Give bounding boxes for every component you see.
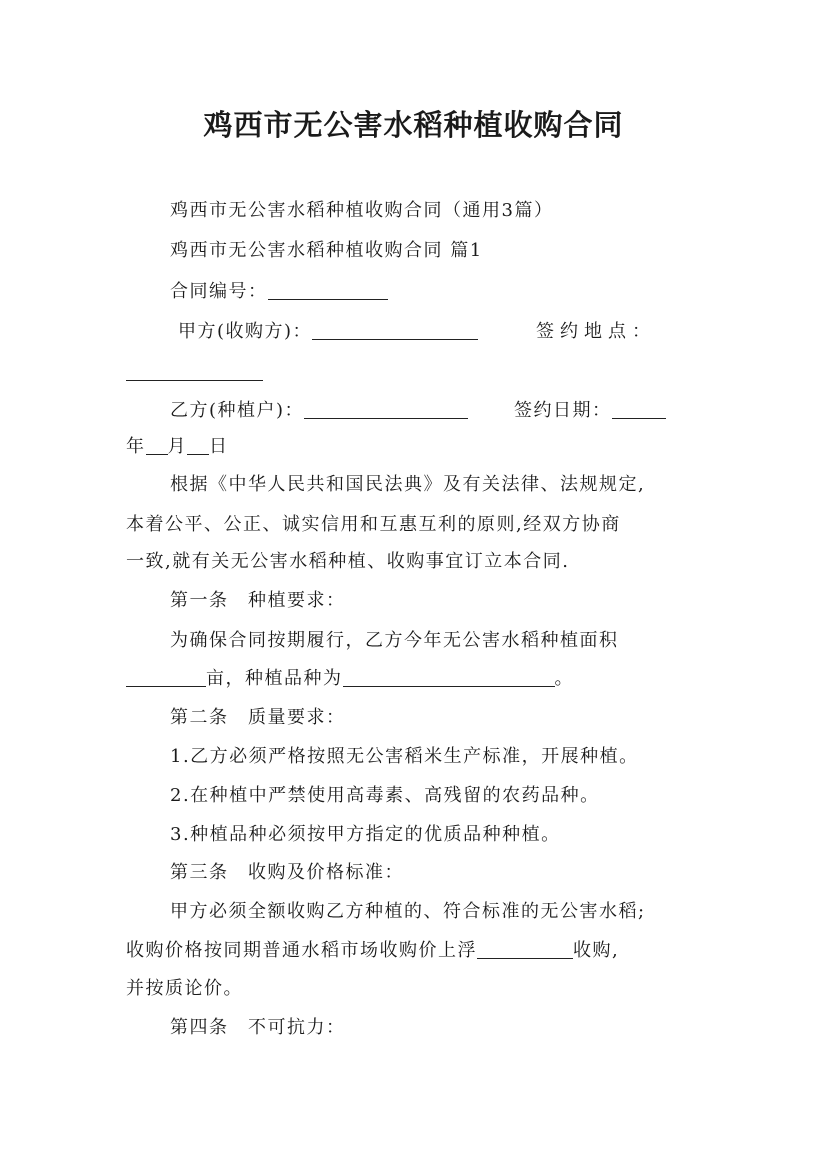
doc-subtitle: 鸡西市无公害水稻种植收购合同（通用3篇） bbox=[170, 200, 554, 221]
paragraph-line: 为确保合同按期履行，乙方今年无公害水稻种植面积 bbox=[170, 630, 619, 651]
party-b-blank bbox=[304, 417, 468, 419]
article-heading: 第四条 不可抗力： bbox=[170, 1017, 346, 1038]
signing-place-line bbox=[126, 361, 263, 385]
article-heading: 第二条 质量要求： bbox=[170, 707, 346, 728]
month-label: 月 bbox=[167, 436, 187, 457]
variety-blank bbox=[343, 685, 555, 687]
price-suffix: 收购, bbox=[573, 940, 620, 961]
paragraph-line: 本着公平、公正、诚实信用和互惠互利的原则,经双方协商 bbox=[126, 514, 621, 535]
party-a-blank bbox=[312, 338, 478, 340]
article-heading: 第一条 种植要求： bbox=[170, 590, 346, 611]
contract-number-blank bbox=[268, 298, 388, 300]
planting-variety-line bbox=[126, 667, 574, 691]
party-a-label: 甲方(收购方)： bbox=[178, 321, 313, 342]
section-heading: 鸡西市无公害水稻种植收购合同 篇1 bbox=[170, 240, 483, 261]
period-mark: 。 bbox=[554, 668, 574, 689]
year-label: 年 bbox=[126, 436, 146, 457]
signing-date-label: 签约日期： bbox=[514, 400, 612, 421]
party-b-label: 乙方(种植户)： bbox=[170, 400, 305, 421]
paragraph-line: 并按质论价。 bbox=[126, 978, 243, 999]
area-blank bbox=[126, 685, 206, 687]
contract-number-line bbox=[170, 280, 388, 304]
list-item: 1.乙方必须严格按照无公害稻米生产标准，开展种植。 bbox=[170, 746, 639, 767]
variety-label: 亩，种植品种为 bbox=[206, 668, 343, 689]
day-blank bbox=[187, 453, 209, 455]
contract-number-label: 合同编号： bbox=[170, 281, 268, 302]
paragraph-line: 一致,就有关无公害水稻种植、收购事宜订立本合同. bbox=[126, 551, 570, 572]
signing-place-label: 签约地点： bbox=[536, 321, 657, 342]
month-blank bbox=[146, 453, 168, 455]
date-line bbox=[126, 435, 229, 459]
day-label: 日 bbox=[209, 436, 229, 457]
page-title: 鸡西市无公害水稻种植收购合同 bbox=[203, 108, 624, 142]
paragraph-line: 根据《中华人民共和国民法典》及有关法律、法规规定, bbox=[170, 474, 646, 495]
price-label: 收购价格按同期普通水稻市场收购价上浮 bbox=[126, 940, 477, 961]
paragraph-line: 甲方必须全额收购乙方种植的、符合标准的无公害水稻; bbox=[170, 901, 646, 922]
party-a-line bbox=[178, 320, 656, 344]
article-heading: 第三条 收购及价格标准： bbox=[170, 862, 404, 883]
price-line bbox=[126, 939, 619, 963]
signing-place-blank bbox=[126, 379, 263, 381]
signing-date-year-blank bbox=[612, 417, 666, 419]
list-item: 2.在种植中严禁使用高毒素、高残留的农药品种。 bbox=[170, 785, 600, 806]
party-b-line bbox=[170, 399, 666, 423]
list-item: 3.种植品种必须按甲方指定的优质品种种植。 bbox=[170, 824, 561, 845]
price-increase-blank bbox=[477, 957, 573, 959]
